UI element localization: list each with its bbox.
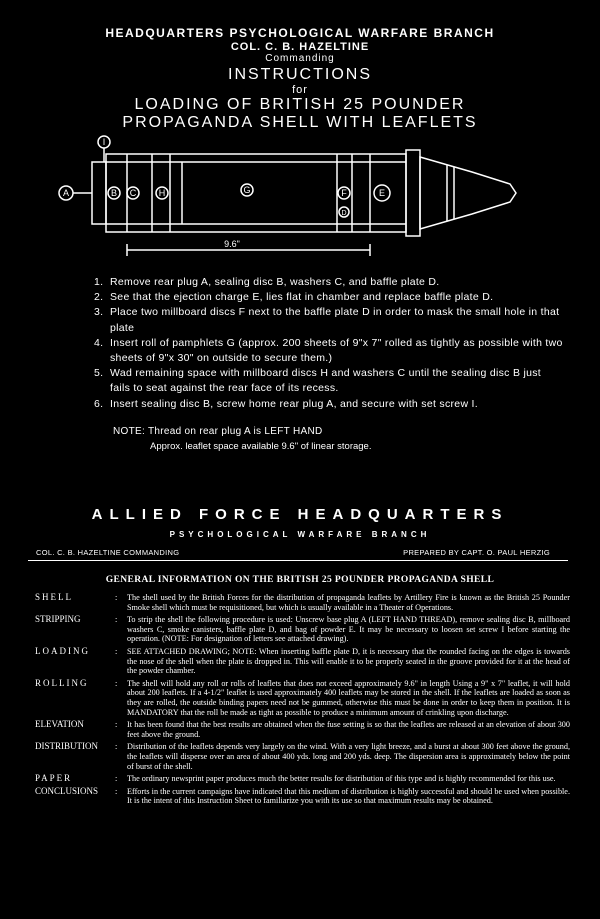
step-item: 2. See that the ejection charge E, lies flat in chamber and replace baffle plate D. xyxy=(94,291,494,304)
title-line-1: LOADING OF BRITISH 25 POUNDER xyxy=(134,96,466,113)
loading-steps xyxy=(94,275,564,412)
section-stripping: STRIPPING : To strip the shell the following procedure is used: Unscrew base plug A (LEFT HAND THREAD), remove sealing disc B, millboard washers C, smoke canisters, baffle plate D, and bag of powder E. It may be necessary to loosen set screw I before starting the operation. (NOTE: For designation of letters see attached drawing). xyxy=(35,614,570,644)
fuse-nose xyxy=(420,157,516,229)
section-shell: SHELL : The shell used by the British Forces for the distribution of propaganda leaflets by Artillery Fire is known as the British 25 Pounder Smoke shell which must be requisitioned, but which is usually available in a Theater of Operations. xyxy=(35,592,570,612)
info-sections xyxy=(35,593,570,809)
commander-name: COL. C. B. HAZELTINE xyxy=(230,41,370,53)
section-distribution: DISTRIBUTION : Distribution of the leaflets depends very largely on the wind. With a very light breeze, and a burst at about 300 feet above the ground, the leaflets will disperse over an area of about 400 yds. long and 200 yds. deep. The dispersion area is approximately below the point of burst of the shell. xyxy=(35,741,570,771)
label-E: E xyxy=(378,188,386,198)
section-elevation: ELEVATION : It has been found that the best results are obtained when the fuse setting is so that the leaflets are released at an elevation of about 300 feet above the ground. xyxy=(35,719,570,739)
label-G: G xyxy=(243,185,251,195)
label-C: C xyxy=(129,188,137,198)
step-item: 6. Insert sealing disc B, screw home rear plug A, and secure with set screw I. xyxy=(94,397,478,410)
divider xyxy=(28,560,568,561)
general-info-title: GENERAL INFORMATION ON THE BRITISH 25 POUNDER PROPAGANDA SHELL xyxy=(105,575,495,585)
commanding-label: Commanding xyxy=(265,53,335,64)
label-I: I xyxy=(102,137,106,147)
pwb-subtitle: PSYCHOLOGICAL WARFARE BRANCH xyxy=(169,530,431,539)
thread-note: NOTE: Thread on rear plug A is LEFT HAND xyxy=(113,426,323,437)
shell-body xyxy=(106,154,406,232)
for-label: for xyxy=(292,84,308,96)
section-conclusions: CONCLUSIONS : Efforts in the current campaigns have indicated that this medium of distribution is highly successful and should be used when possible. It is the intent of this Instruction Sheet to familiarize you with its use so that maximum results may be obtained. xyxy=(35,785,570,806)
afhq-title: ALLIED FORCE HEADQUARTERS xyxy=(91,506,509,523)
step-item: 4. Insert roll of pamphlets G (approx. 200 sheets of 9"x 7" rolled as tightly as possible with two sheets of 9"x 30" on outside to secure them.) xyxy=(94,336,563,365)
label-A: A xyxy=(62,188,70,198)
step-item: 5. Wad remaining space with millboard discs H and washers C until the sealing disc B just fails to seat against the rear face of its recess. xyxy=(94,367,542,395)
section-loading: LOADING : SEE ATTACHED DRAWING; NOTE: When inserting baffle plate D, it is necessary that the rounded facing on the edges is towards the nose of the shell when the plate is dropped in. This will enable it to be properly seated in the groove provided for it at the head of the powder chamber. xyxy=(35,645,570,676)
section-paper: PAPER : The ordinary newsprint paper produces much the better results for distribution of this type and is highly recommended for this use. xyxy=(35,773,556,784)
step-item: 3. Place two millboard discs F next to the baffle plate D in order to mask the small hole in that plate xyxy=(94,306,560,334)
section-rolling: ROLLING : The shell will hold any roll or rolls of leaflets that does not exceed approximately 9.6" in length Using a 9" x 7" leaflet, it will hold about 200 leaflets. If a 4-1/2" leaflet is used approximately 400 leaflets may be stored in the shell. If the leaflets are loaded as soon as they are rolled, the outside binding papers need not be gummed, otherwise this must be done in order to keep them in position. It is MANDATORY that the roll be made as tight as possible to produce a minimum amount of crinkling upon discharge. xyxy=(35,677,570,717)
step-item: 1. Remove rear plug A, sealing disc B, washers C, and baffle plate D. xyxy=(94,276,440,288)
shell-diagram xyxy=(52,132,532,262)
prepared-by: PREPARED BY CAPT. O. PAUL HERZIG xyxy=(403,548,550,557)
hq-title: HEADQUARTERS PSYCHOLOGICAL WARFARE BRANCH xyxy=(105,26,495,40)
label-F: F xyxy=(341,188,347,198)
dimension-label: 9.6" xyxy=(224,239,240,249)
label-H: H xyxy=(158,188,166,198)
instructions-heading: INSTRUCTIONS xyxy=(228,66,372,83)
storage-note: Approx. leaflet space available 9.6" of linear storage. xyxy=(150,441,372,452)
commander-line: COL. C. B. HAZELTINE COMMANDING xyxy=(36,548,180,557)
title-line-2: PROPAGANDA SHELL WITH LEAFLETS xyxy=(122,114,478,131)
rear-base xyxy=(92,162,106,224)
label-D: D xyxy=(341,210,347,217)
label-B: B xyxy=(110,188,118,198)
